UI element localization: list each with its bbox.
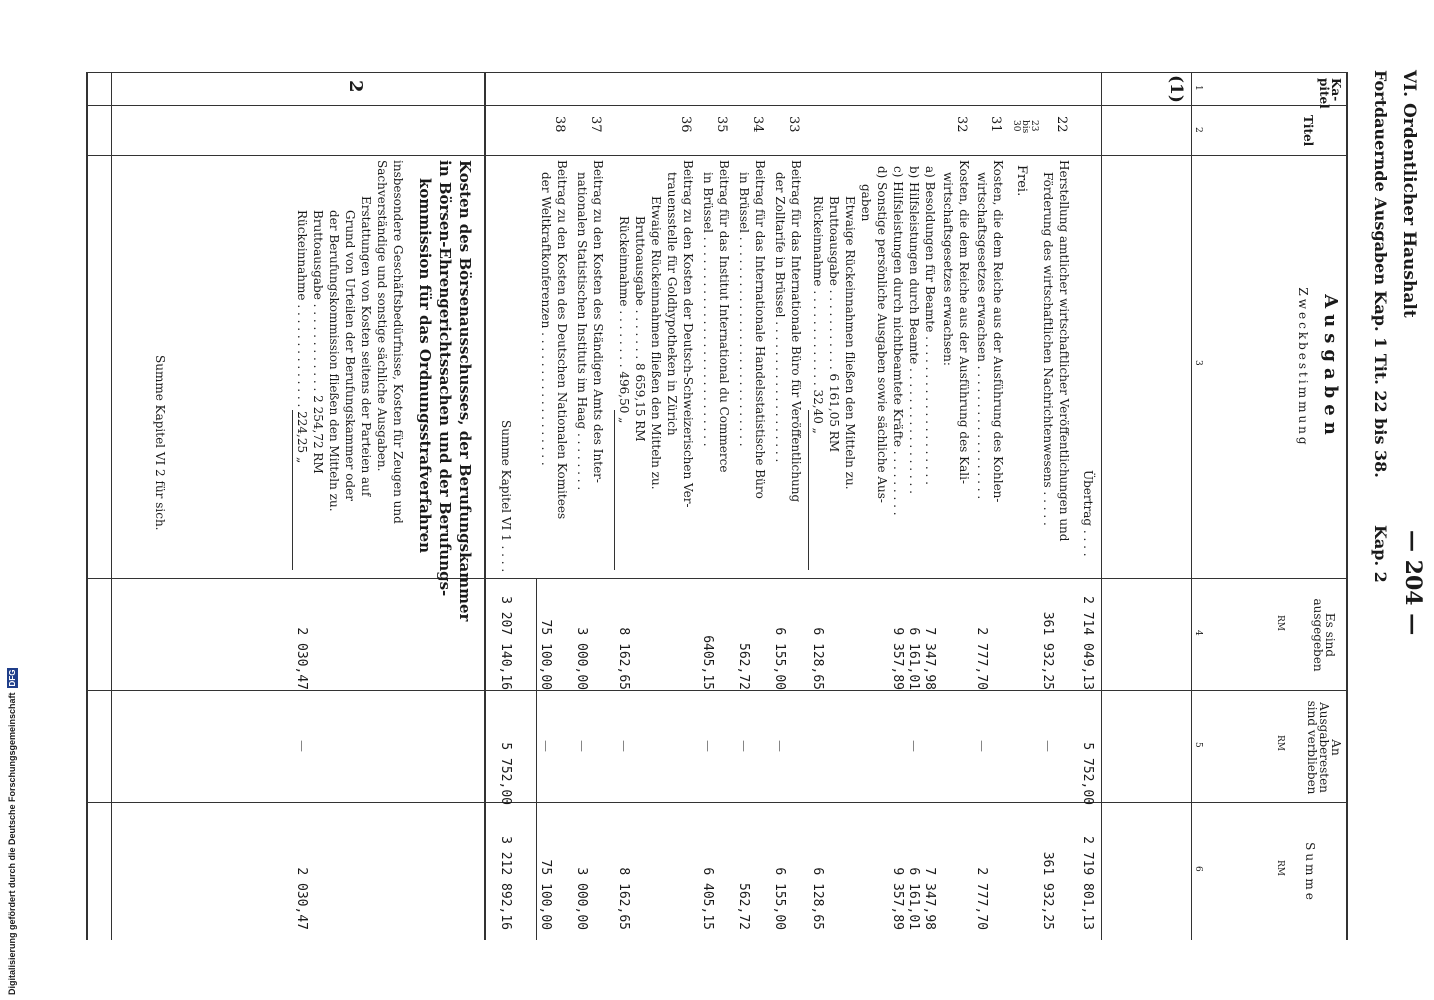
t32-a-ausgegeben: 7 347,98 (922, 627, 937, 690)
summe1-label: Summe Kapitel VI 1 . . . . (499, 420, 513, 573)
t32-d-subtotal-rule (808, 410, 809, 570)
t38-summe: 75 100,00 (538, 859, 553, 930)
dfg-credit-text: Digitalisierung gefördert durch die Deutsche Forschungsgemeinschaft (7, 692, 17, 995)
t33-summe: 6 155,00 (772, 867, 787, 930)
chapter2-reste: — (295, 740, 309, 752)
t37-ausgegeben: 3 000,00 (574, 627, 589, 690)
table-bottom-rule (86, 72, 88, 940)
t33-ausgegeben: 6 155,00 (772, 627, 787, 690)
t32-b-ausgegeben: 6 161,01 (906, 627, 921, 690)
t22-nr: 22 (1054, 116, 1069, 133)
chapter2-ausgegeben: 2 030,47 (294, 627, 309, 690)
kap-label: Kap. 2 (1371, 525, 1390, 583)
uebertrag-label: Übertrag . . . . (1081, 470, 1095, 557)
t34-summe: 562,72 (736, 883, 751, 930)
col-kapitel: Ka- pitel (1317, 78, 1343, 109)
frei-text: Frei. (1014, 165, 1029, 197)
t33-text2: der Zolltarife in Brüssel . . . . . . . . . . . . . . . . . . . (773, 172, 787, 463)
chapter-2-nr: 2 (345, 80, 366, 93)
uebertrag-reste: 5 752,00 (1080, 742, 1095, 805)
t34-reste: — (737, 740, 751, 752)
t32-d-brutto: Bruttoausgabe . . . . . . . . . . . 6 161,05 RM (827, 196, 841, 453)
t36-summe: 8 162,65 (616, 867, 631, 930)
chapter2-summe: 2 030,47 (294, 867, 309, 930)
col-summe: Summe (1303, 842, 1317, 903)
t36-text1: Beitrag zu den Kosten der Deutsch-Schweizerischen Ver- (681, 160, 695, 508)
t38-nr: 38 (552, 116, 567, 133)
dfg-logo: DFG (7, 669, 17, 687)
summe1-reste: 5 752,00 (498, 742, 513, 805)
t32-d-summe: 6 128,65 (810, 867, 825, 930)
chapter2-subtotal-rule (292, 410, 293, 570)
t37-text2: nationalen Statistischen Instituts im Haag . . . . . . . . (575, 172, 589, 491)
col-titel: Titel (1301, 115, 1315, 147)
t32-c-text: c) Hilfsleistungen durch nichtbeamtete Kräfte . . . . . . . . . (891, 166, 905, 516)
t32-b-reste: — (907, 740, 921, 752)
chapter2-rueck: Rückeinnahme . . . . . . . . . . . . . . 224,25 „ (295, 210, 309, 464)
col-line-3 (88, 155, 1348, 156)
frei-nr3: 30 (1011, 120, 1021, 132)
colnum-3: 3 (1193, 360, 1203, 366)
dfg-credit (6, 605, 18, 995)
t36-brutto: Bruttoausgabe . . . . . . . 8 659,15 RM (633, 216, 647, 442)
summe1-summe: 3 212 892,16 (498, 836, 513, 930)
t36-text2: trauensstelle für Goldhypotheken in Zürich (665, 172, 679, 436)
colnum-5: 5 (1193, 742, 1203, 748)
column-divider-3 (111, 72, 112, 940)
t32-c-summe: 9 357,89 (890, 867, 905, 930)
column-divider-1 (1191, 72, 1192, 940)
t31-reste: — (975, 740, 989, 752)
t33-reste: — (773, 740, 787, 752)
summe1-rule (536, 578, 537, 940)
t32-c-ausgegeben: 9 357,89 (890, 627, 905, 690)
chapter2-title3: kommission für das Ordnungsstrafverfahren (416, 178, 434, 554)
t38-ausgegeben: 75 100,00 (538, 619, 553, 690)
t34-text2: in Brüssel . . . . . . . . . . . . . . . . . . . . . . . . . . . . (737, 172, 751, 447)
col-zweck: Zweckbestimmung (1296, 287, 1310, 448)
t32-text1: Kosten, die dem Reiche aus der Ausführung des Kali- (957, 160, 971, 484)
col-reste: An Ausgaberesten sind verblieben (1305, 700, 1343, 795)
colnum-4: 4 (1193, 630, 1203, 636)
t22-ausgegeben: 361 932,25 (1040, 611, 1055, 690)
col-line-5 (88, 690, 1348, 691)
chapter2-text5: der Berufungskommission fließen den Mitteln zu. (327, 210, 341, 512)
uebertrag-summe: 2 719 801,13 (1080, 836, 1095, 930)
t34-text1: Beitrag für das Internationale Handelsstatistische Büro (753, 160, 767, 499)
summe1-ausgegeben: 3 207 140,16 (498, 596, 513, 690)
unit-6: RM (1275, 860, 1285, 876)
t32-d-ausgegeben: 6 128,65 (810, 627, 825, 690)
colnum-2: 2 (1193, 127, 1203, 133)
t33-text1: Beitrag für das Internationale Büro für Veröffentlichung (789, 160, 803, 503)
t36-subtotal-rule (614, 410, 615, 570)
page-number: — 204 — (1400, 530, 1426, 636)
t35-reste: — (701, 740, 715, 752)
chapter2-text2: Sachverständige und sonstige sächliche Ausgaben. (375, 160, 389, 472)
col-line-2 (88, 105, 1348, 106)
t36-rueck: Rückeinnahme . . . . . . . . 496,50 „ (617, 216, 631, 424)
t38-text2: der Weltkraftkonferenzen . . . . . . . . . . . . . . . . . . (539, 172, 553, 466)
t34-nr: 34 (750, 116, 765, 133)
t22-summe: 361 932,25 (1040, 851, 1055, 930)
col-line-4 (88, 578, 1348, 579)
t32-b-text: b) Hilfsleistungen durch Beamte . . . . . . . . . . . . . . . . . (907, 166, 921, 494)
t32-d-text1: d) Sonstige persönliche Ausgaben sowie sächliche Aus- (875, 166, 889, 503)
t35-nr: 35 (714, 116, 729, 133)
colnum-1: 1 (1193, 85, 1203, 91)
summe2-label: Summe Kapitel VI 2 für sich. (153, 355, 167, 531)
t22-reste: — (1041, 740, 1055, 752)
t31-text2: wirtschaftsgesetzes erwachsen . . . . . . . . . . . . . . . . . . (975, 172, 989, 500)
t36-reste: — (617, 740, 631, 752)
unit-5: RM (1275, 735, 1285, 751)
t32-b-summe: 6 161,01 (906, 867, 921, 930)
col-ausgaben: Ausgaben (1320, 294, 1341, 441)
t36-nr: 36 (678, 116, 693, 133)
t36-note: Etwaige Rückeinnahmen fließen den Mitteln zu. (649, 196, 663, 490)
t36-ausgegeben: 8 162,65 (616, 627, 631, 690)
col-line-6 (88, 802, 1348, 803)
t31-nr: 31 (988, 116, 1003, 133)
t31-summe: 2 777,70 (974, 867, 989, 930)
t38-text1: Beitrag zu den Kosten des Deutschen Nationalen Komitees (555, 160, 569, 520)
chapter2-rule (484, 72, 486, 940)
frei-nr2: bis (1020, 120, 1030, 134)
t37-text1: Beitrag zu den Kosten des Ständigen Amts des Inter- (591, 160, 605, 483)
t35-text2: in Brüssel . . . . . . . . . . . . . . . . . . . . . . . . . . . . (701, 172, 715, 447)
chapter2-text1: insbesondere Geschäftsbedürfnisse, Kosten für Zeugen und (391, 160, 405, 524)
col-line-1 (88, 72, 1348, 73)
t37-summe: 3 000,00 (574, 867, 589, 930)
t38-reste: — (539, 740, 553, 752)
colnum-6: 6 (1193, 866, 1203, 872)
t22-text1: Herstellung amtlicher wirtschaftlicher Veröffentlichungen und (1057, 160, 1071, 542)
t34-ausgegeben: 562,72 (736, 643, 751, 690)
t31-ausgegeben: 2 777,70 (974, 627, 989, 690)
subtitle: Fortdauernde Ausgaben Kap. 1 Tit. 22 bis 38. (1371, 70, 1390, 478)
column-divider-2 (1101, 72, 1102, 940)
chapter2-text3: Erstattungen von Kosten seitens der Parteien auf (359, 196, 373, 497)
chapter2-brutto: Bruttoausgabe . . . . . . . . . . . . 2 254,72 RM (311, 210, 325, 474)
t32-d-rueck: Rückeinnahme . . . . . . . . . . . . . 32,40 „ (811, 196, 825, 434)
t35-ausgegeben: 6405,15 (700, 635, 715, 690)
t32-a-text: a) Besoldungen für Beamte . . . . . . . . . . . . . . . . . . . . (923, 166, 937, 485)
chapter-1-label: (1) (1166, 75, 1186, 103)
frei-nr1: 23 (1029, 120, 1039, 132)
t33-nr: 33 (786, 116, 801, 133)
t35-text1: Beitrag für das Institut International du Commerce (717, 160, 731, 473)
t32-text2: wirtschaftsgesetzes erwachsen: (941, 172, 955, 366)
uebertrag-ausgegeben: 2 714 049,13 (1080, 596, 1095, 690)
t37-nr: 37 (588, 116, 603, 133)
t22-text2: Förderung des wirtschaftlichen Nachrichtenwesens . . . . . (1041, 172, 1055, 526)
t35-summe: 6 405,15 (700, 867, 715, 930)
unit-4: RM (1275, 615, 1285, 631)
t32-d-note: Etwaige Rückeinnahmen fließen den Mitteln zu. (843, 196, 857, 490)
chapter2-title1: Kosten des Börsenausschusses, der Berufungskammer (456, 160, 474, 622)
section-title: VI. Ordentlicher Haushalt (1399, 70, 1419, 318)
t32-a-summe: 7 347,98 (922, 867, 937, 930)
chapter2-title2: in Börsen-Ehrengerichtssachen und der Berufungs- (436, 160, 454, 597)
t32-nr: 32 (954, 116, 969, 133)
table-top-rule (1346, 72, 1348, 940)
t31-text1: Kosten, die dem Reiche aus der Ausführung des Kohlen- (991, 160, 1005, 503)
col-ausgegeben: Es sind ausgegeben (1311, 598, 1337, 672)
chapter2-text4: Grund von Urteilen der Berufungskammer oder (343, 210, 357, 501)
t32-d-text2: gaben (859, 184, 873, 222)
t37-reste: — (575, 740, 589, 752)
